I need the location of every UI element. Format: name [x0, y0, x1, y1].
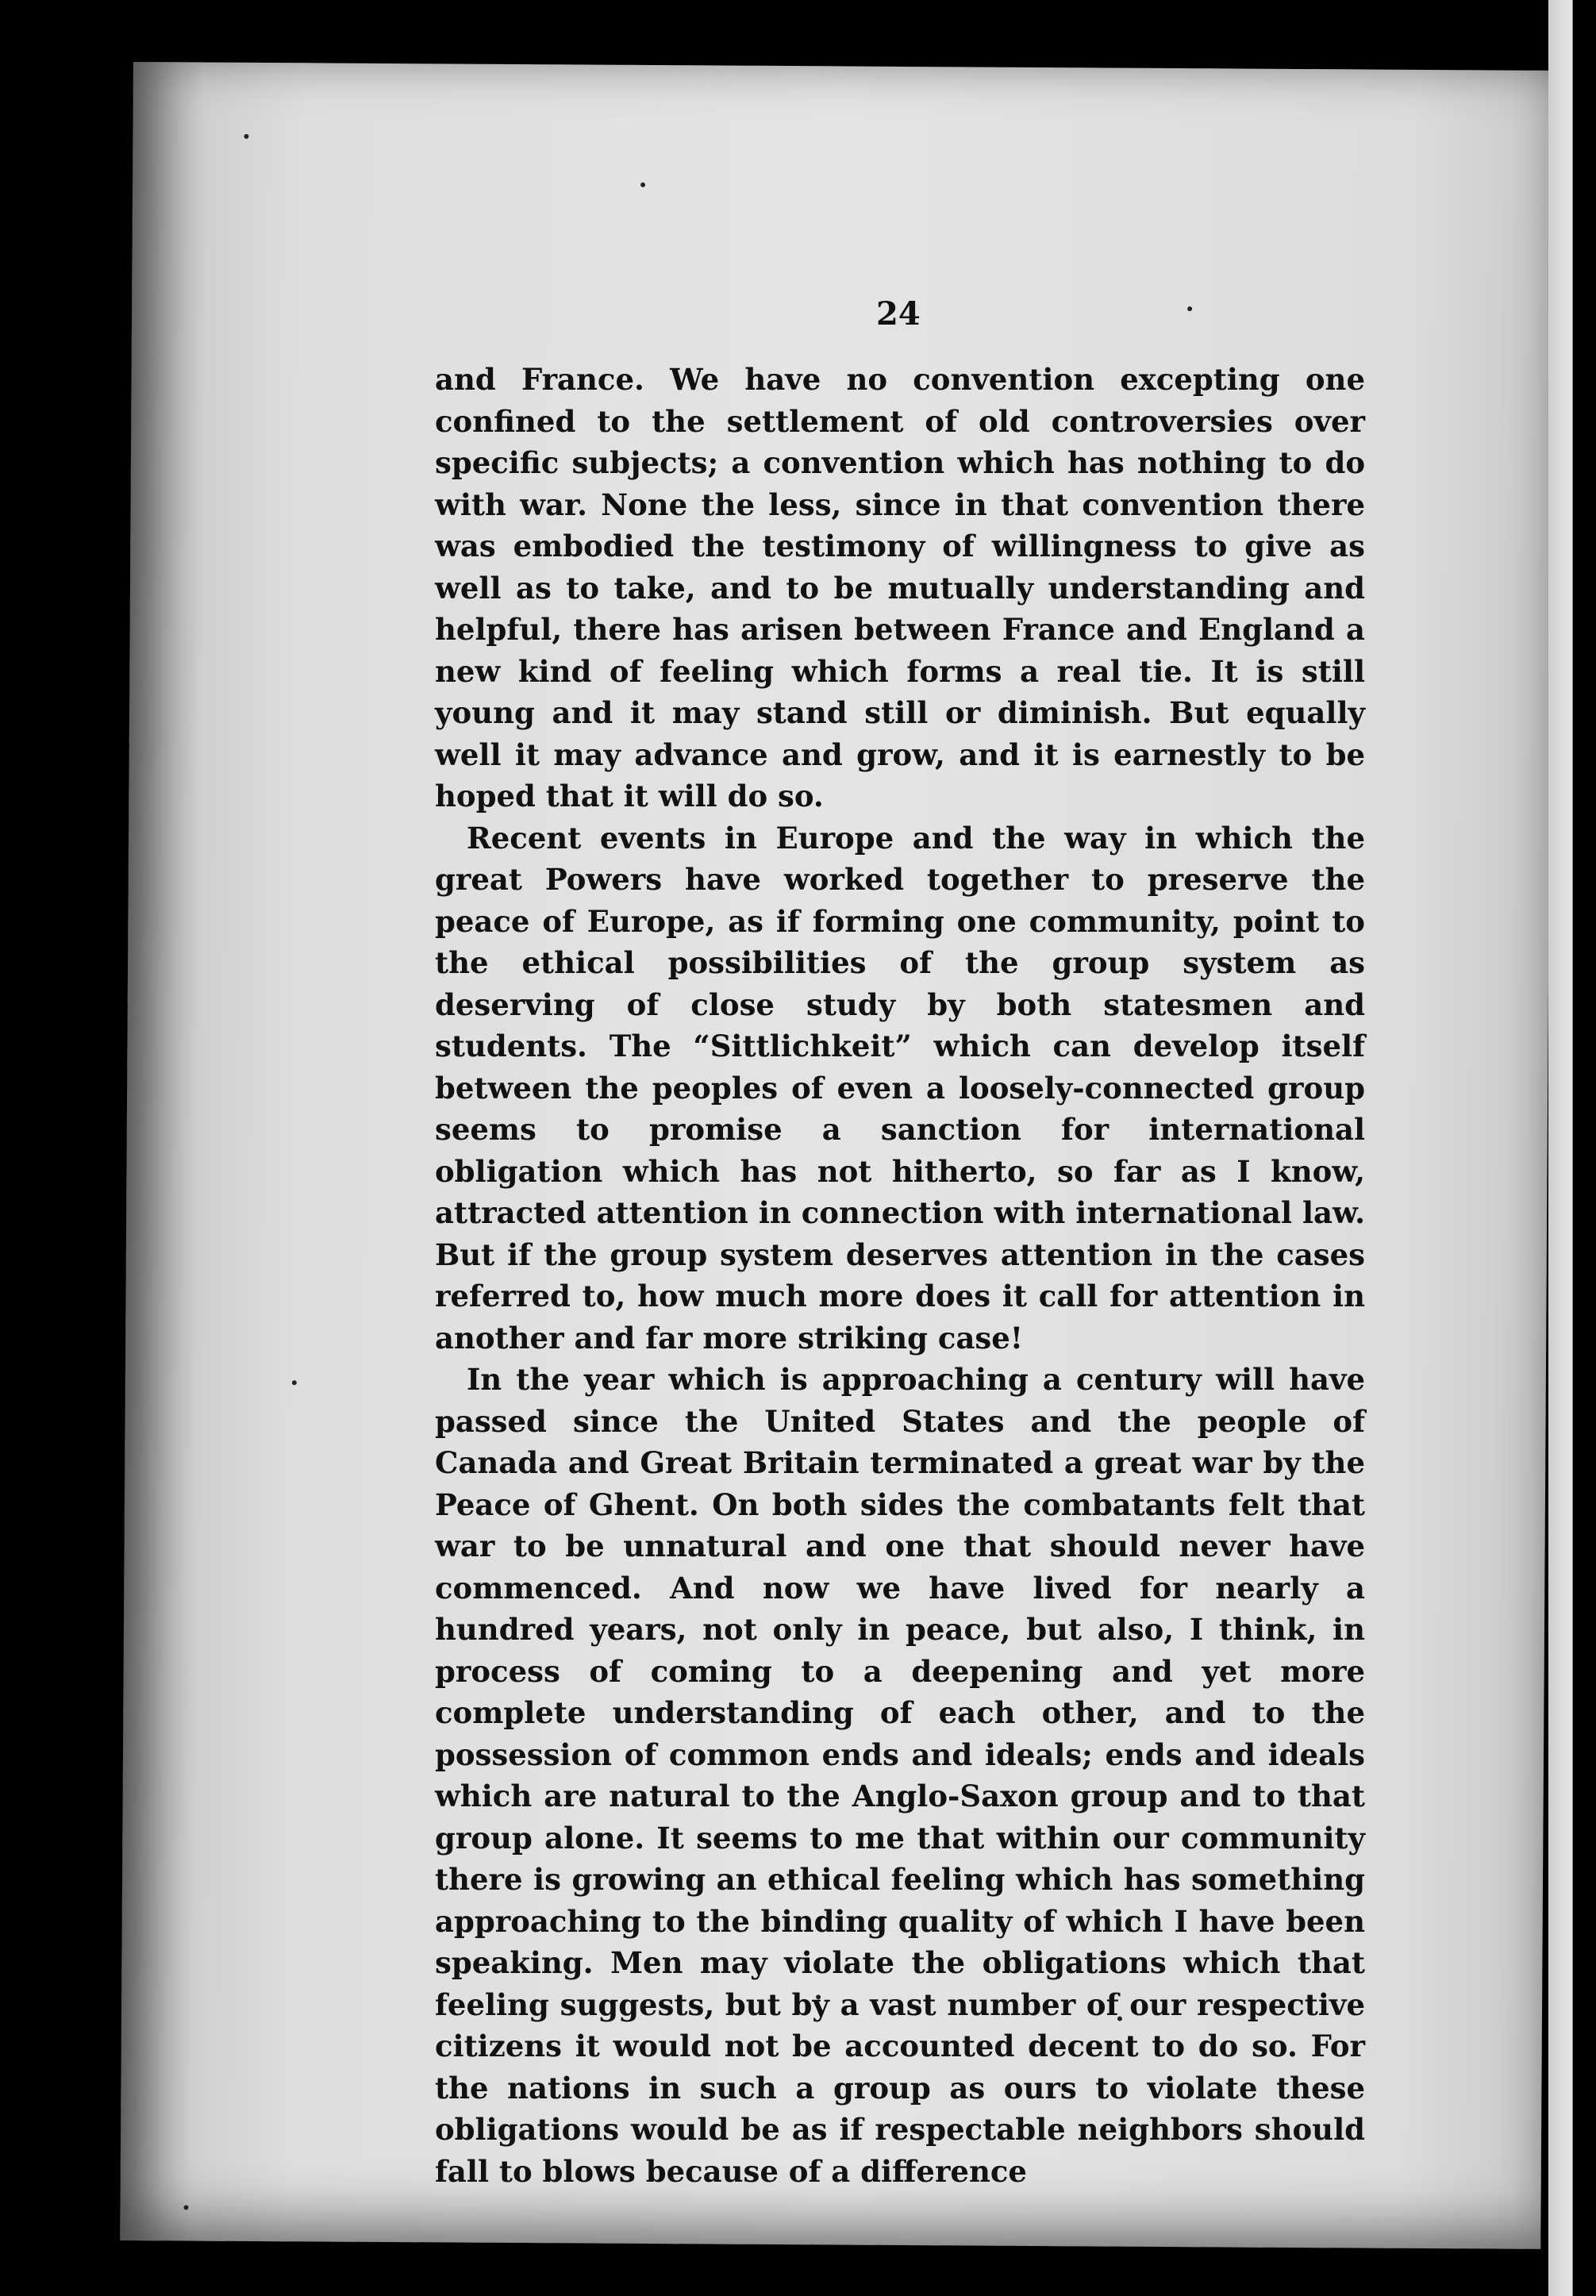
page-edge [1548, 0, 1596, 2296]
paragraph: In the year which is approaching a century will have passed since the United States and the people of Canada and Great Britain terminated a great war by the Peace of Ghent. On both sides the combatants felt that war to be unnatural and one that should never have commenced. And now we have lived for nearly a hundred years, not only in peace, but also, I think, in process of coming to a deepening and yet more complete understanding of each other, and to the possession of common ends and ideals; ends and ideals which are natural to the Anglo-Saxon group and to that group alone. It seems to me that within our community there is growing an ethical feeling which has something approaching to the binding quality of which I have been speaking. Men may violate the obligations which that feeling suggests, but by a vast number of our respective citizens it would not be accounted decent to do so. For the nations in such a group as ours to violate these obligations would be as if respectable neighbors should fall to blows because of a difference [435, 1362, 1365, 2189]
scan-speck [1187, 306, 1192, 311]
scan-speck [183, 2205, 188, 2209]
scan-speck [292, 1380, 297, 1385]
scan-speck [244, 134, 248, 139]
paragraph: Recent events in Europe and the way in which the great Powers have worked together to preserve the peace of Europe, as if forming one community, point to the ethical possibilities of the group system as deserving of close study by both statesmen and students. The “Sittlichkeit” which can develop itself between the peoples of even a loosely-connected group seems to promise a sanction for international obligation which has not hitherto, so far as I know, attracted attention in connection with international law. But if the group system deserves attention in the cases referred to, how much more does it call for attention in another and far more striking case! [435, 820, 1365, 1356]
paragraph: and France. We have no convention excepting one confined to the settlement of old controversies over specific subjects; a convention which has nothing to do with war. None the less, since in that convention there was embodied the testimony of willingness to give as well as to take, and to be mutually understanding and helpful, there has arisen between France and England a new kind of feeling which forms a real tie. It is still young and it may stand still or diminish. But equally well it may advance and grow, and it is earnestly to be hoped that it will do so. [435, 362, 1365, 813]
page-number: 24 [876, 295, 921, 333]
page-body [435, 359, 1365, 2192]
scan-speck [640, 183, 645, 187]
